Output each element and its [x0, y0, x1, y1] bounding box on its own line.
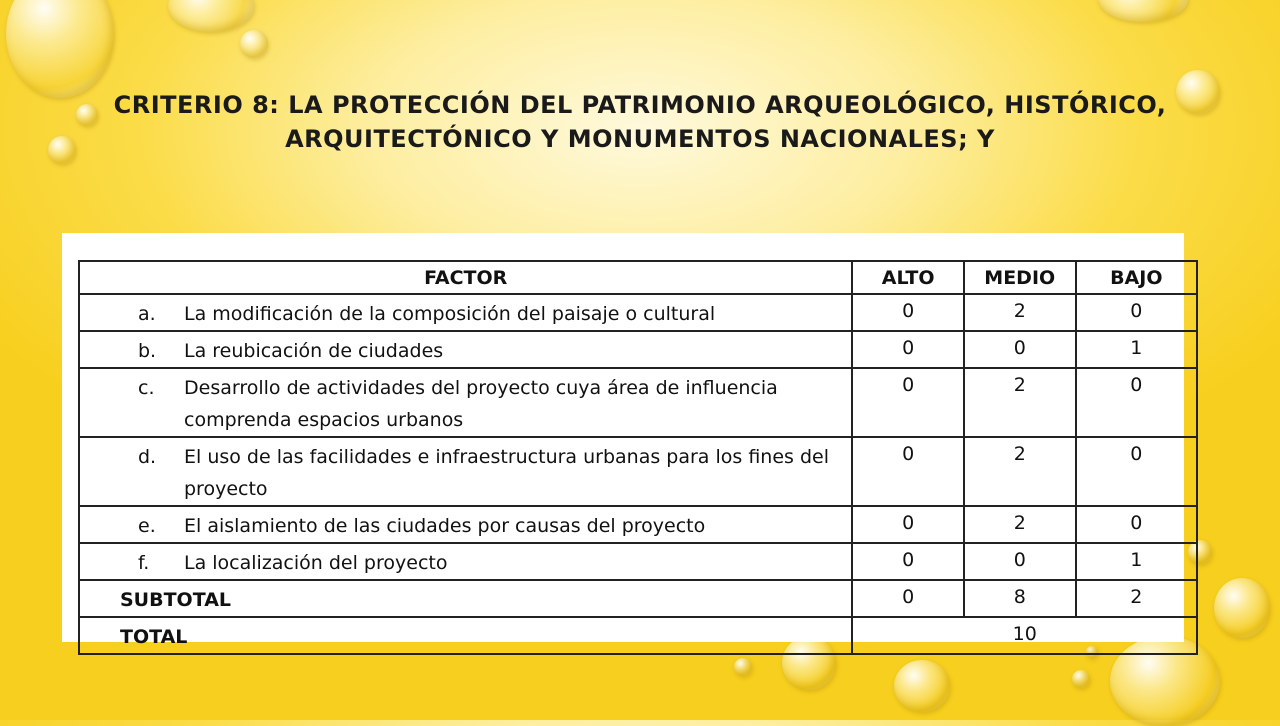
table-row [79, 506, 1197, 543]
bajo-value: 1 [1076, 543, 1197, 580]
total-row [79, 617, 1197, 654]
water-drop-decoration [734, 658, 752, 676]
water-drop-decoration [6, 0, 114, 98]
table-row [79, 331, 1197, 368]
medio-value: 2 [964, 437, 1076, 506]
alto-value: 0 [852, 543, 964, 580]
factor-letter: c. [138, 377, 155, 399]
bajo-value: 0 [1076, 294, 1197, 331]
factor-text: El aislamiento de las ciudades por causas del proyecto [184, 515, 706, 537]
factor-letter: e. [138, 515, 156, 537]
table-row [79, 368, 1197, 437]
table-image-panel [62, 233, 1184, 648]
total-label-cell [79, 617, 852, 654]
medio-value: 2 [964, 368, 1076, 437]
table-row [79, 437, 1197, 506]
water-drop-decoration [1214, 578, 1270, 638]
factor-cell [79, 331, 852, 368]
factor-text: La modificación de la composición del paisaje o cultural [184, 303, 716, 325]
factor-cell [79, 368, 852, 437]
factor-text: La localización del proyecto [184, 552, 448, 574]
table-row [79, 294, 1197, 331]
header-alto: ALTO [852, 261, 964, 294]
criteria-table [78, 260, 1198, 655]
factor-cell [79, 437, 852, 506]
factor-text: El uso de las facilidades e infraestructura urbanas para los fines del proyecto [184, 446, 829, 500]
slide-title-line-2: ARQUITECTÓNICO Y MONUMENTOS NACIONALES; Y [285, 125, 995, 153]
factor-cell [79, 543, 852, 580]
factor-letter: d. [138, 446, 157, 468]
alto-value: 0 [852, 506, 964, 543]
total-value: 10 [852, 617, 1197, 654]
factor-text: Desarrollo de actividades del proyecto cuya área de influencia comprenda espacios urbanos [184, 377, 778, 431]
factor-text: La reubicación de ciudades [184, 340, 444, 362]
medio-value: 2 [964, 506, 1076, 543]
factor-letter: a. [138, 303, 156, 325]
alto-value: 0 [852, 294, 964, 331]
alto-value: 0 [852, 331, 964, 368]
water-drop-decoration [1098, 0, 1188, 22]
table-header-row [79, 261, 1197, 294]
bajo-value: 0 [1076, 437, 1197, 506]
medio-value: 0 [964, 543, 1076, 580]
slide-title [60, 88, 1220, 156]
header-medio: MEDIO [964, 261, 1076, 294]
subtotal-alto: 0 [852, 580, 964, 617]
alto-value: 0 [852, 437, 964, 506]
factor-letter: f. [138, 552, 150, 574]
subtotal-medio: 8 [964, 580, 1076, 617]
header-bajo: BAJO [1076, 261, 1197, 294]
water-drop-decoration [168, 0, 254, 32]
bajo-value: 0 [1076, 506, 1197, 543]
table-row [79, 543, 1197, 580]
alto-value: 0 [852, 368, 964, 437]
factor-cell [79, 294, 852, 331]
medio-value: 0 [964, 331, 1076, 368]
subtotal-label: SUBTOTAL [120, 589, 232, 611]
subtotal-label-cell [79, 580, 852, 617]
bajo-value: 1 [1076, 331, 1197, 368]
water-drop-decoration [894, 660, 950, 712]
bajo-value: 0 [1076, 368, 1197, 437]
subtotal-row [79, 580, 1197, 617]
medio-value: 2 [964, 294, 1076, 331]
header-factor: FACTOR [79, 261, 852, 294]
water-drop-decoration [1072, 670, 1090, 688]
subtotal-bajo: 2 [1076, 580, 1197, 617]
factor-cell [79, 506, 852, 543]
slide-title-line-1: CRITERIO 8: LA PROTECCIÓN DEL PATRIMONIO ARQUEOLÓGICO, HISTÓRICO, [113, 91, 1167, 119]
total-label: TOTAL [120, 626, 188, 648]
factor-letter: b. [138, 340, 157, 362]
water-drop-decoration [240, 30, 268, 58]
